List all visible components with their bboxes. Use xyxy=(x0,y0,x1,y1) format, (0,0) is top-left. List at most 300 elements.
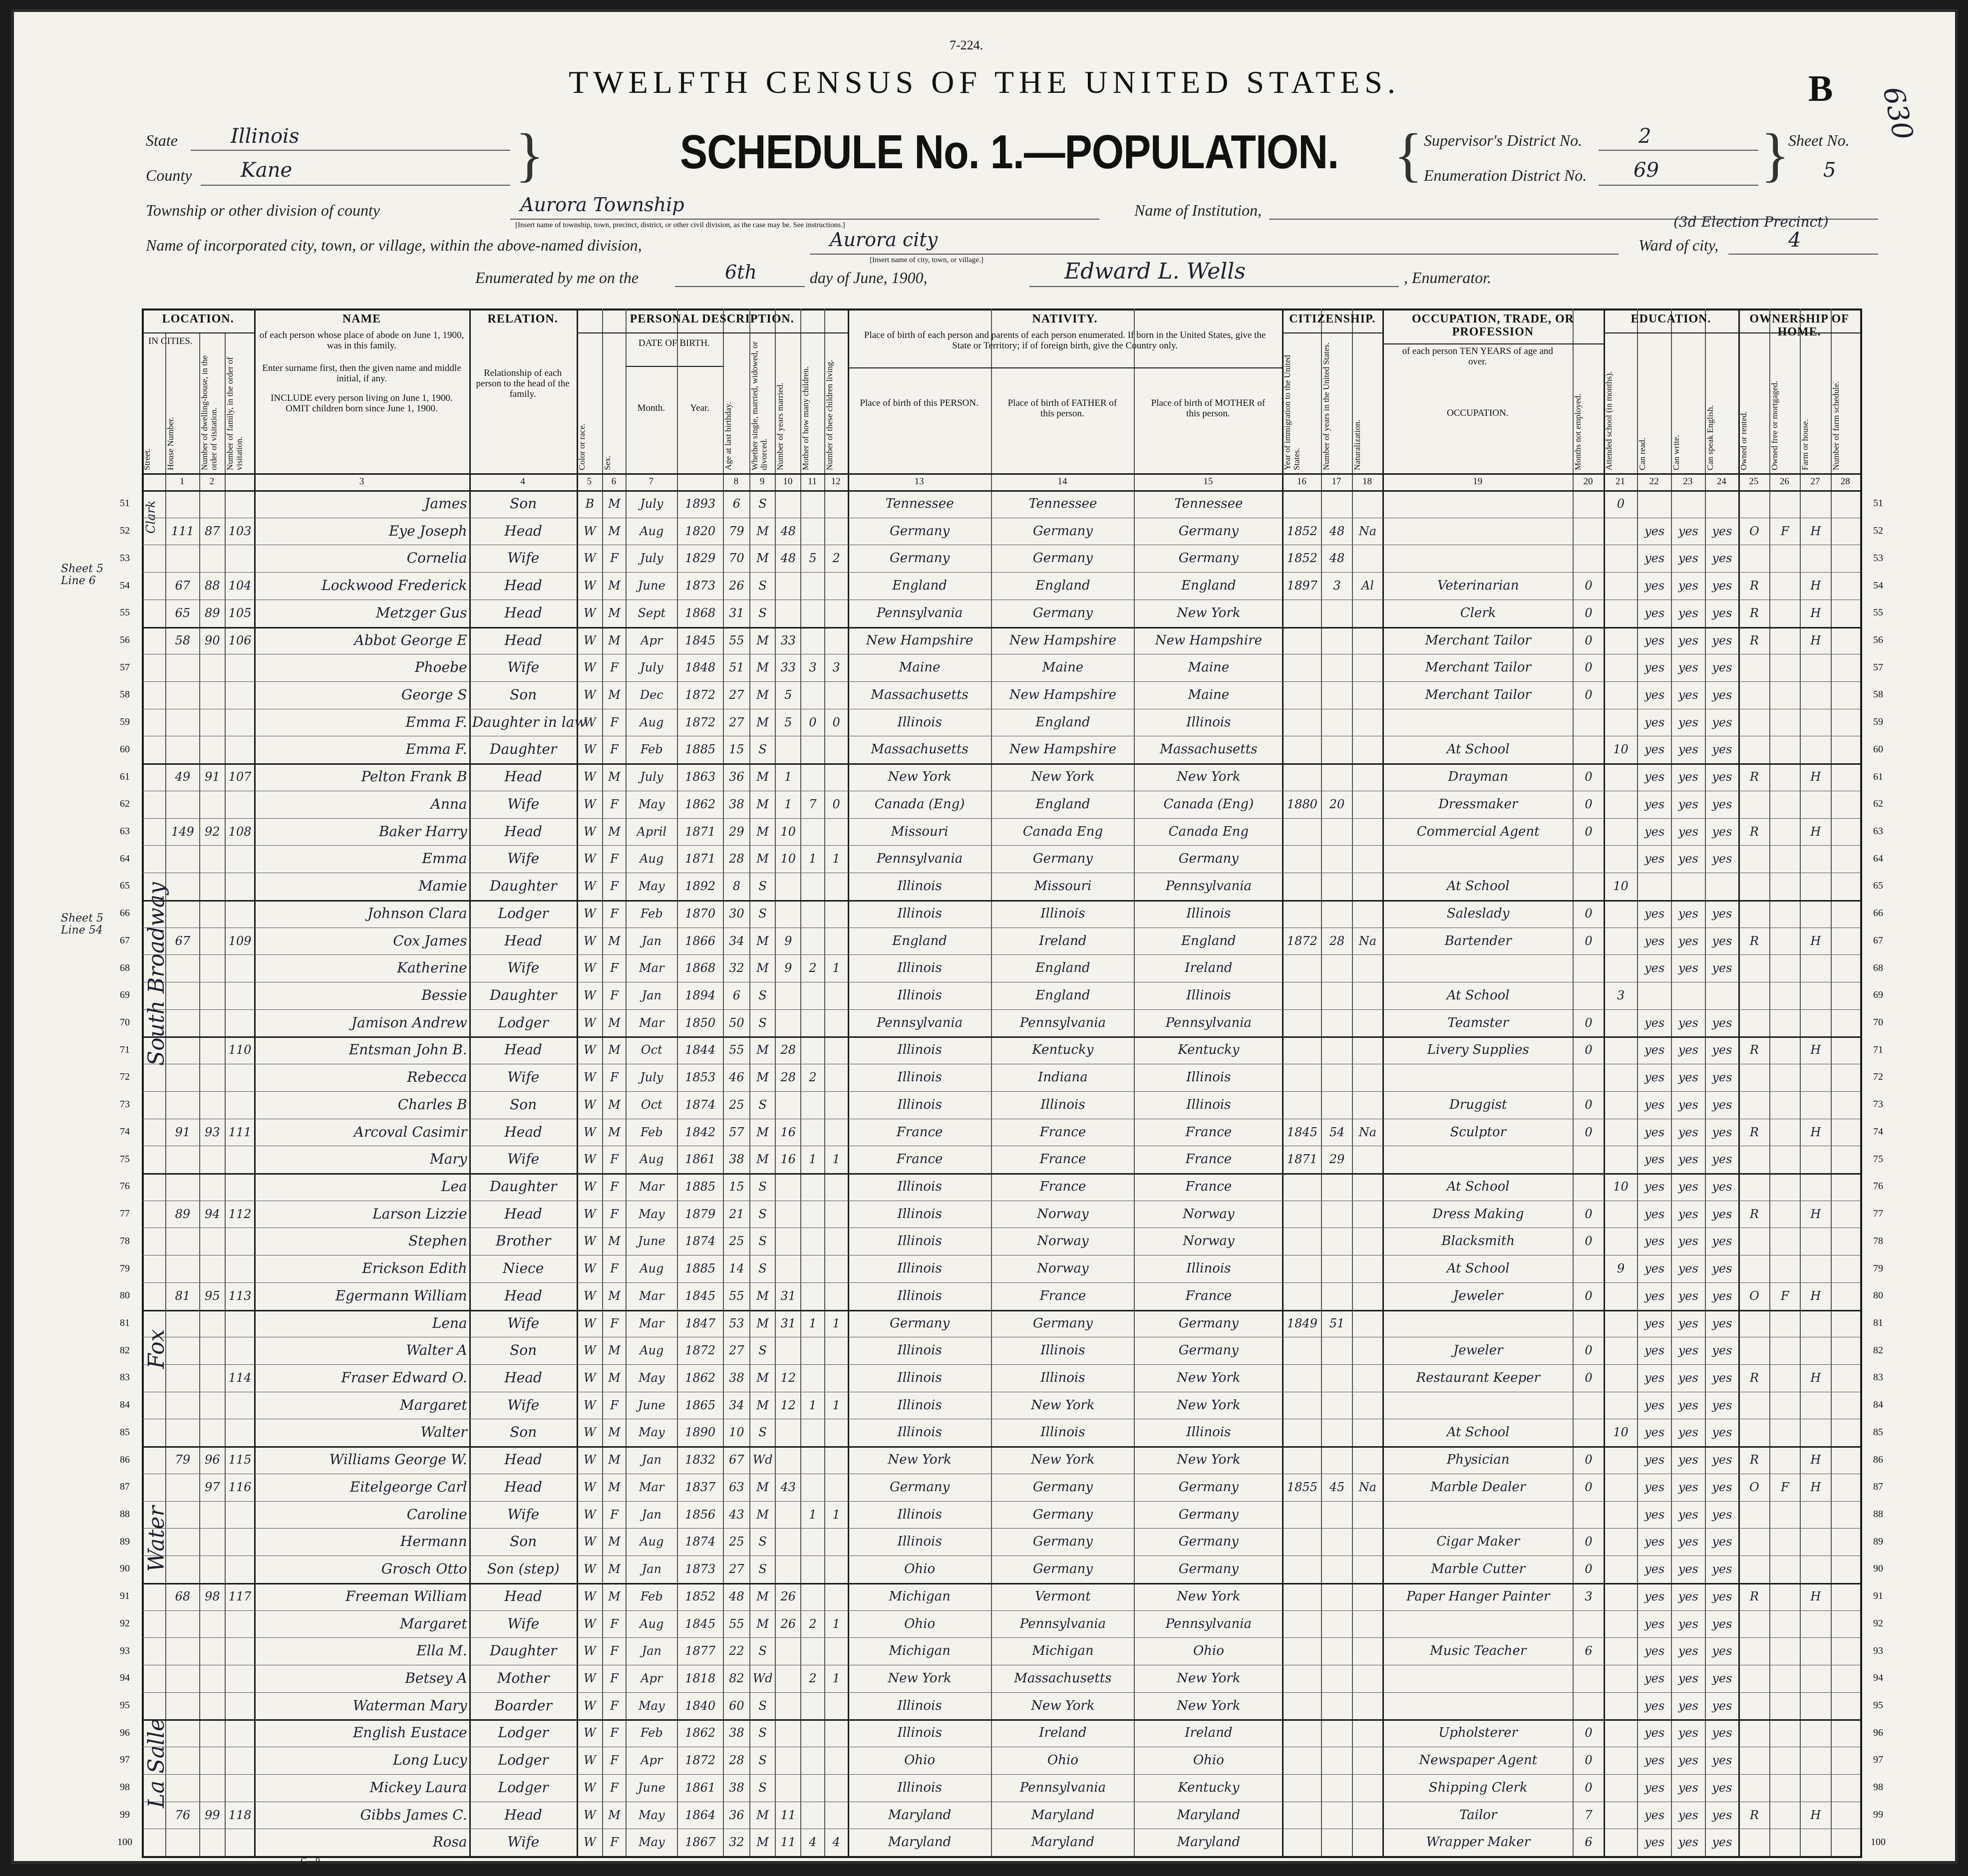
header-nat: Naturalization. xyxy=(1352,419,1362,470)
cell-relation: Wife xyxy=(507,850,540,867)
cell-sch xyxy=(1607,1283,1636,1309)
cell-living xyxy=(827,1092,846,1118)
cell-bpf: England xyxy=(1035,578,1090,594)
table-row xyxy=(142,791,1860,818)
cell-house: 67 xyxy=(175,579,191,593)
cell-read: yes xyxy=(1644,1753,1665,1768)
cell-name: Rebecca xyxy=(407,1069,467,1086)
cell-occ: Druggist xyxy=(1449,1097,1507,1112)
cell-house xyxy=(168,1720,197,1746)
cell-mne xyxy=(1576,955,1601,981)
cell-bp: Illinois xyxy=(897,1288,942,1303)
cell-imm xyxy=(1285,1611,1319,1637)
enumerator-label: , Enumerator. xyxy=(1404,269,1492,287)
cell-month: Mar xyxy=(639,961,664,975)
cell-farm xyxy=(1803,1229,1828,1254)
cell-month: May xyxy=(639,1207,665,1221)
cell-name: Gibbs James C. xyxy=(360,1806,467,1823)
cell-year: 1874 xyxy=(685,1535,716,1549)
cell-farm: H xyxy=(1810,1480,1821,1494)
cell-bpm: New York xyxy=(1177,1670,1241,1686)
table-row xyxy=(142,1802,1860,1829)
cell-farm xyxy=(1803,737,1828,762)
cell-sex: F xyxy=(610,1644,619,1658)
table-row xyxy=(142,1665,1860,1692)
cell-relation: Lodger xyxy=(498,1779,549,1796)
cell-eng: yes xyxy=(1712,934,1732,948)
cell-nat xyxy=(1355,1037,1380,1063)
cell-relation: Wife xyxy=(507,1615,540,1632)
line-number-right: 61 xyxy=(1873,771,1883,782)
cell-family: 108 xyxy=(228,824,252,839)
cell-own: R xyxy=(1749,1371,1759,1385)
cell-eng: yes xyxy=(1712,633,1732,647)
cell-mother xyxy=(803,1638,822,1664)
cell-living xyxy=(827,1720,846,1746)
cell-color: W xyxy=(584,1070,596,1085)
cell-own: R xyxy=(1749,1589,1759,1603)
cell-mother: 2 xyxy=(809,1671,817,1685)
cell-nat xyxy=(1355,546,1380,571)
cell-house xyxy=(168,1557,197,1582)
cell-house xyxy=(168,1475,197,1500)
cell-color: W xyxy=(584,715,596,729)
cell-sex: F xyxy=(610,1835,619,1850)
line-number-left: 62 xyxy=(120,798,130,810)
cell-read: yes xyxy=(1644,688,1665,702)
cell-write: yes xyxy=(1678,1398,1698,1412)
cell-dwelling xyxy=(202,1693,223,1719)
cell-house xyxy=(168,1638,197,1664)
cell-read xyxy=(1640,874,1669,899)
cell-own: O xyxy=(1749,524,1759,538)
cell-marital: M xyxy=(756,633,769,647)
cell-bp: Illinois xyxy=(897,960,942,976)
line-number-right: 74 xyxy=(1873,1126,1883,1137)
cell-month: Jan xyxy=(642,1453,661,1467)
cell-farm: H xyxy=(1810,1589,1821,1603)
cell-eng: yes xyxy=(1712,797,1732,811)
cell-house xyxy=(168,1174,197,1200)
cell-relation: Head xyxy=(504,522,542,539)
table-row xyxy=(142,873,1860,900)
cell-own xyxy=(1741,1420,1767,1445)
cell-own xyxy=(1741,1147,1767,1172)
township-note: [Insert name of township, town, precinct, district, or other civil division, as the case may be. See instructions.] xyxy=(515,221,845,229)
cell-color: W xyxy=(584,1125,596,1139)
cell-eng: yes xyxy=(1712,1453,1732,1467)
cell-mother xyxy=(803,1365,822,1391)
line-number-left: 77 xyxy=(120,1208,130,1220)
cell-farm xyxy=(1803,955,1828,981)
cell-month: May xyxy=(639,879,665,894)
cell-month: May xyxy=(639,1808,665,1822)
cell-occ: Veterinarian xyxy=(1437,578,1519,594)
cell-color: W xyxy=(584,1180,596,1194)
cell-imm xyxy=(1285,1557,1319,1582)
cell-color: W xyxy=(584,1425,596,1440)
cell-eng: yes xyxy=(1712,770,1732,784)
cell-sex: M xyxy=(608,770,621,784)
cell-yrs: 29 xyxy=(1329,1152,1345,1167)
table-row xyxy=(142,1228,1860,1255)
cell-name: Mary xyxy=(430,1151,467,1168)
cell-own xyxy=(1741,1693,1767,1719)
line-number-left: 74 xyxy=(120,1126,130,1137)
cell-bp: Tennessee xyxy=(885,496,954,511)
cell-bpf: Germany xyxy=(1032,1479,1093,1495)
header-birth-father: Place of birth of FATHER of this person. xyxy=(1007,398,1117,419)
table-row xyxy=(142,1610,1860,1638)
cell-write: yes xyxy=(1678,579,1698,593)
cell-sex: M xyxy=(608,1043,621,1057)
line-number-left: 73 xyxy=(120,1099,130,1110)
cell-sch xyxy=(1607,1557,1636,1582)
cell-mother: 1 xyxy=(809,852,817,866)
cell-eng: yes xyxy=(1712,715,1732,729)
cell-mort xyxy=(1772,955,1798,981)
cell-mne: 0 xyxy=(1585,1453,1593,1467)
cell-family: 116 xyxy=(228,1480,252,1494)
cell-color: W xyxy=(584,934,596,948)
cell-mort xyxy=(1772,929,1798,954)
cell-imm: 1852 xyxy=(1287,524,1317,538)
cell-bp: Illinois xyxy=(897,1261,942,1276)
cell-family xyxy=(228,983,252,1008)
cell-imm xyxy=(1285,1174,1319,1200)
cell-occ xyxy=(1385,846,1571,872)
cell-bp: Maryland xyxy=(888,1807,952,1823)
cell-year: 1862 xyxy=(685,1371,716,1385)
cell-read: yes xyxy=(1644,1015,1665,1030)
cell-mort xyxy=(1772,792,1798,817)
cell-dwelling xyxy=(202,846,223,872)
cell-relation: Wife xyxy=(507,1396,540,1413)
cell-read: yes xyxy=(1644,1671,1665,1685)
cell-read: yes xyxy=(1644,1562,1665,1576)
cell-family: 118 xyxy=(228,1808,252,1822)
table-row xyxy=(142,1556,1860,1583)
cell-living: 1 xyxy=(832,1398,840,1412)
cell-dwelling: 98 xyxy=(205,1589,220,1603)
cell-family xyxy=(228,1256,252,1281)
sheet-letter: B xyxy=(1808,68,1833,109)
cell-mother: 1 xyxy=(809,1398,817,1412)
cell-own: R xyxy=(1749,770,1759,784)
cell-family xyxy=(228,792,252,817)
cell-yrs: 20 xyxy=(1329,797,1345,811)
cell-bpf: Ohio xyxy=(1047,1753,1078,1768)
cell-write: yes xyxy=(1678,1152,1698,1167)
cell-year: 1872 xyxy=(685,1343,716,1358)
cell-sch: 10 xyxy=(1613,1180,1629,1194)
cell-marital: M xyxy=(756,1480,769,1494)
line-number-right: 87 xyxy=(1873,1481,1883,1493)
cell-occ: At School xyxy=(1446,879,1510,894)
cell-house: 76 xyxy=(175,1808,191,1822)
cell-sex: F xyxy=(610,906,619,921)
cell-bp: Illinois xyxy=(897,1234,942,1249)
table-row xyxy=(142,600,1860,627)
cell-house xyxy=(168,1229,197,1254)
table-row xyxy=(142,763,1860,791)
cell-ym: 26 xyxy=(780,1589,796,1603)
cell-nat: Na xyxy=(1358,1125,1377,1139)
cell-sch xyxy=(1607,764,1636,790)
line-number-right: 93 xyxy=(1873,1645,1883,1656)
cell-family xyxy=(228,682,252,708)
cell-nat xyxy=(1355,1256,1380,1281)
cell-ym: 33 xyxy=(780,660,796,675)
cell-sex: F xyxy=(610,1726,619,1740)
header-sex: Sex. xyxy=(602,455,612,470)
cell-sex: F xyxy=(610,1398,619,1412)
cell-mort xyxy=(1772,1748,1798,1773)
header-nativity: NATIVITY. xyxy=(1032,313,1098,325)
cell-mne xyxy=(1576,1311,1601,1336)
cell-family: 112 xyxy=(228,1207,252,1221)
cell-farm: H xyxy=(1810,1808,1821,1822)
cell-bp: England xyxy=(892,578,947,594)
header-family: Number of family, in the order of visitation. xyxy=(225,357,244,470)
cell-bpm: Germany xyxy=(1178,1562,1239,1577)
header-occupation: OCCUPATION, TRADE, OR PROFESSION xyxy=(1411,313,1574,339)
cell-family xyxy=(228,874,252,899)
cell-own: R xyxy=(1749,1808,1759,1822)
table-row xyxy=(142,681,1860,709)
cell-age: 57 xyxy=(729,1125,744,1139)
cell-living xyxy=(827,682,846,708)
cell-relation: Daughter in law xyxy=(472,713,587,730)
cell-sch xyxy=(1607,628,1636,653)
cell-mother: 2 xyxy=(809,1616,817,1631)
cell-nat xyxy=(1355,491,1380,517)
cell-read: yes xyxy=(1644,797,1665,811)
line-number-left: 58 xyxy=(120,689,130,700)
cell-ym: 33 xyxy=(780,633,796,647)
cell-nat xyxy=(1355,1666,1380,1691)
cell-imm xyxy=(1285,1720,1319,1746)
cell-sex: M xyxy=(608,1808,621,1822)
cell-relation: Niece xyxy=(503,1260,544,1277)
cell-ym xyxy=(778,601,798,626)
line-number-left: 68 xyxy=(120,962,130,973)
cell-own: O xyxy=(1749,1480,1759,1494)
cell-yrs xyxy=(1324,1830,1349,1855)
cell-read: yes xyxy=(1644,1261,1665,1276)
cell-house xyxy=(168,655,197,680)
supervisor-label: Supervisor's District No. xyxy=(1424,131,1583,149)
cell-nat xyxy=(1355,655,1380,680)
cell-house: 81 xyxy=(175,1288,191,1303)
cell-mother xyxy=(803,1229,822,1254)
cell-eng: yes xyxy=(1712,1644,1732,1658)
table-row xyxy=(142,654,1860,681)
cell-yrs xyxy=(1324,1748,1349,1773)
cell-eng: yes xyxy=(1712,1507,1732,1522)
cell-write: yes xyxy=(1678,633,1698,647)
cell-mother xyxy=(803,1202,822,1227)
cell-sex: M xyxy=(608,524,621,538)
cell-ym: 31 xyxy=(780,1288,796,1303)
cell-yrs xyxy=(1324,628,1349,653)
cell-month: Feb xyxy=(640,1589,663,1603)
cell-sch xyxy=(1607,546,1636,571)
cell-yrs xyxy=(1324,1693,1349,1719)
cell-color: W xyxy=(584,906,596,921)
cell-color: W xyxy=(584,961,596,975)
cell-mne xyxy=(1576,874,1601,899)
line-number-right: 98 xyxy=(1873,1782,1883,1793)
cell-eng: yes xyxy=(1712,824,1732,839)
cell-write: yes xyxy=(1678,524,1698,538)
cell-month: Apr xyxy=(641,1671,663,1685)
cell-relation: Head xyxy=(504,1806,542,1823)
cell-dwelling xyxy=(202,1666,223,1691)
cell-name: Freeman William xyxy=(345,1587,467,1604)
header-marital: Whether single, married, widowed, or divorced. xyxy=(749,341,769,470)
header-ym: Number of years married. xyxy=(775,382,785,470)
cell-age: 32 xyxy=(729,961,744,975)
cell-color: W xyxy=(584,688,596,702)
cell-yrs xyxy=(1324,1666,1349,1691)
line-number-right: 97 xyxy=(1873,1754,1883,1766)
cell-bpm: Germany xyxy=(1178,1507,1239,1522)
cell-occ xyxy=(1385,1311,1571,1336)
cell-own: R xyxy=(1749,579,1759,593)
cell-read: yes xyxy=(1644,1070,1665,1085)
cell-occ: Music Teacher xyxy=(1430,1643,1527,1659)
cell-yrs xyxy=(1324,1720,1349,1746)
cell-living xyxy=(827,491,846,517)
cell-nat xyxy=(1355,1229,1380,1254)
cell-sch xyxy=(1607,601,1636,626)
cell-dwelling xyxy=(202,1338,223,1363)
cell-family: 113 xyxy=(228,1288,252,1303)
footer-code: C—9 xyxy=(301,1856,321,1866)
cell-house: 89 xyxy=(175,1207,191,1221)
cell-nat xyxy=(1355,1693,1380,1719)
column-number: 4 xyxy=(520,476,525,487)
cell-year: 1893 xyxy=(685,497,716,511)
cell-yrs: 48 xyxy=(1329,551,1345,566)
cell-read: yes xyxy=(1644,1507,1665,1522)
cell-mother xyxy=(803,1720,822,1746)
header-read: Can read. xyxy=(1638,437,1647,470)
header-name-desc: of each person whose place of abode on June 1, 1900, was in this family. xyxy=(259,330,464,351)
cell-month: Jan xyxy=(642,1507,661,1522)
cell-name: Lea xyxy=(441,1178,467,1195)
cell-living xyxy=(827,983,846,1008)
cell-read: yes xyxy=(1644,1453,1665,1467)
cell-sex: M xyxy=(608,1425,621,1440)
cell-ym xyxy=(778,1557,798,1582)
cell-mne: 0 xyxy=(1585,1043,1593,1057)
cell-living xyxy=(827,573,846,599)
cell-sch xyxy=(1607,955,1636,981)
cell-marital: M xyxy=(756,524,769,538)
cell-ym xyxy=(778,1010,798,1036)
cell-living: 1 xyxy=(832,1507,840,1522)
cell-bpm: Maine xyxy=(1188,660,1230,675)
cell-farm: H xyxy=(1810,1125,1821,1139)
header-living: Number of these children living. xyxy=(824,359,834,470)
cell-family xyxy=(228,846,252,872)
line-number-right: 75 xyxy=(1873,1153,1883,1165)
cell-farm: H xyxy=(1810,934,1821,948)
cell-own: R xyxy=(1749,633,1759,647)
sheet-no-label: Sheet No. xyxy=(1788,131,1850,149)
cell-house xyxy=(168,737,197,762)
cell-family: 105 xyxy=(228,606,252,620)
cell-sch xyxy=(1607,1120,1636,1145)
cell-nat xyxy=(1355,819,1380,845)
cell-year: 1864 xyxy=(685,1808,716,1822)
cell-eng: yes xyxy=(1712,1316,1732,1330)
cell-month: July xyxy=(640,551,663,566)
cell-occ: Shipping Clerk xyxy=(1428,1780,1528,1795)
city-value: Aurora city xyxy=(830,229,938,251)
cell-bpf: Germany xyxy=(1032,551,1093,566)
cell-imm: 1871 xyxy=(1287,1152,1317,1167)
table-row xyxy=(142,928,1860,955)
cell-bpf: France xyxy=(1039,1288,1086,1303)
line-number-right: 57 xyxy=(1873,661,1883,673)
cell-bpf: Illinois xyxy=(1040,1097,1085,1112)
header-yrs: Number of years in the United States. xyxy=(1321,342,1331,470)
cell-farm xyxy=(1803,874,1828,899)
column-number: 19 xyxy=(1473,476,1483,487)
cell-eng: yes xyxy=(1712,1070,1732,1085)
cell-mother xyxy=(803,983,822,1008)
line-number-left: 85 xyxy=(120,1426,130,1438)
cell-month: May xyxy=(639,1371,665,1385)
header-write: Can write. xyxy=(1671,435,1681,470)
cell-write: yes xyxy=(1678,551,1698,566)
cell-own xyxy=(1741,901,1767,927)
cell-age: 51 xyxy=(729,660,744,675)
cell-age: 32 xyxy=(729,1835,744,1850)
cell-dwelling xyxy=(202,1037,223,1063)
cell-imm xyxy=(1285,1748,1319,1773)
cell-yrs xyxy=(1324,874,1349,899)
cell-occ: Clerk xyxy=(1460,605,1496,621)
cell-own: R xyxy=(1749,606,1759,620)
line-number-left: 78 xyxy=(120,1235,130,1247)
cell-bpf: England xyxy=(1035,796,1090,812)
cell-relation: Wife xyxy=(507,1151,540,1168)
cell-own xyxy=(1741,546,1767,571)
cell-marital: M xyxy=(756,1371,769,1385)
cell-month: Mar xyxy=(639,1180,664,1194)
cell-month: June xyxy=(638,1398,665,1412)
cell-ym xyxy=(778,1202,798,1227)
cell-farm xyxy=(1803,491,1828,517)
table-row xyxy=(142,1146,1860,1173)
cell-nat xyxy=(1355,874,1380,899)
cell-living: 4 xyxy=(832,1835,840,1850)
cell-farm xyxy=(1803,1174,1828,1200)
cell-nat xyxy=(1355,628,1380,653)
cell-sch xyxy=(1607,1393,1636,1418)
cell-house xyxy=(168,1256,197,1281)
cell-nat xyxy=(1355,737,1380,762)
cell-nat xyxy=(1355,1557,1380,1582)
cell-house: 111 xyxy=(171,524,194,538)
cell-own xyxy=(1741,1830,1767,1855)
cell-yrs xyxy=(1324,1010,1349,1036)
cell-read: yes xyxy=(1644,824,1665,839)
